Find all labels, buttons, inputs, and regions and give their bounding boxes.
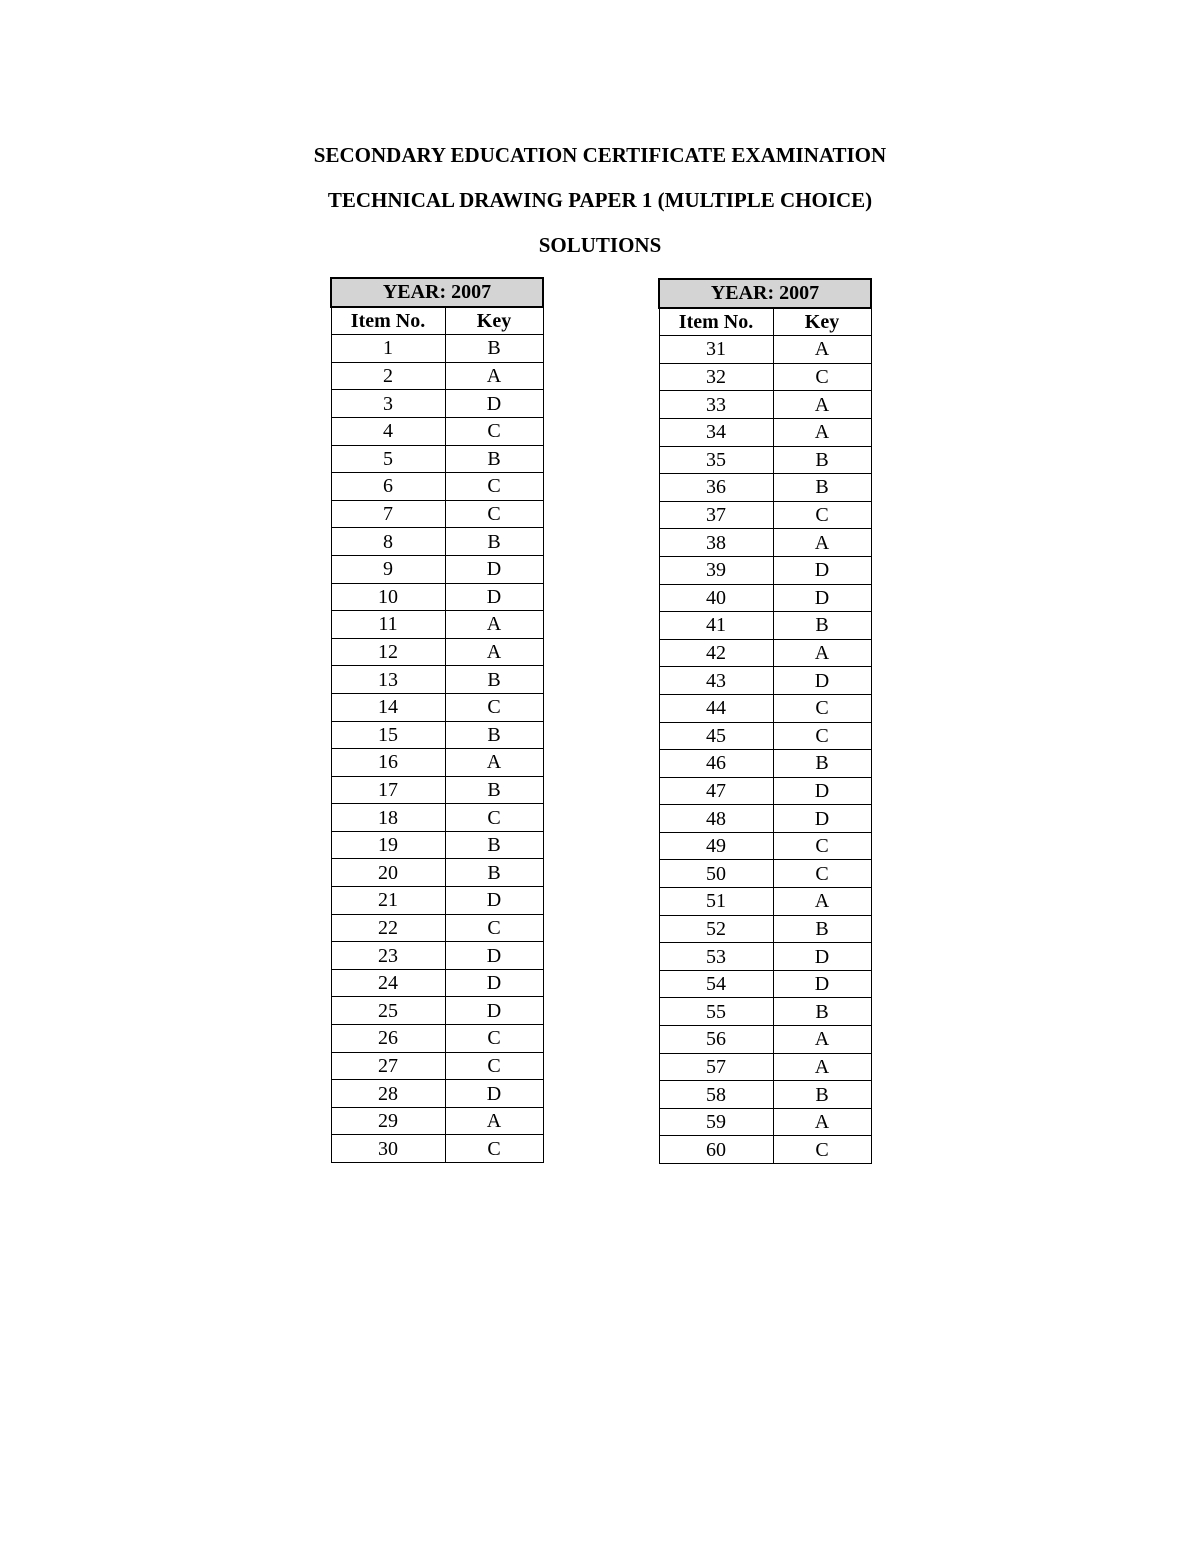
- answer-key-cell: D: [445, 887, 543, 915]
- item-no-header: Item No.: [659, 308, 773, 336]
- answer-key-cell: B: [445, 335, 543, 363]
- table-row: [659, 391, 871, 419]
- table-row: [659, 1108, 871, 1136]
- table-row: [659, 474, 871, 502]
- table-row: [331, 583, 543, 611]
- table-row: [331, 638, 543, 666]
- answer-key-cell: A: [773, 1026, 871, 1054]
- answer-key-cell: D: [773, 970, 871, 998]
- table-row: [331, 914, 543, 942]
- item-number-cell: 47: [659, 777, 773, 805]
- answer-key-cell: D: [773, 943, 871, 971]
- item-number-cell: 32: [659, 363, 773, 391]
- item-number-cell: 46: [659, 750, 773, 778]
- table-row: [331, 1025, 543, 1053]
- item-number-cell: 40: [659, 584, 773, 612]
- answer-key-cell: A: [445, 638, 543, 666]
- item-number-cell: 14: [331, 693, 445, 721]
- year-row: [659, 279, 871, 308]
- item-number-cell: 39: [659, 556, 773, 584]
- answer-key-cell: D: [445, 997, 543, 1025]
- table-row: [331, 721, 543, 749]
- item-number-cell: 17: [331, 776, 445, 804]
- item-number-cell: 20: [331, 859, 445, 887]
- table-row: [659, 446, 871, 474]
- item-number-cell: 56: [659, 1026, 773, 1054]
- table-row: [331, 942, 543, 970]
- table-row: [659, 1053, 871, 1081]
- paper-title: TECHNICAL DRAWING PAPER 1 (MULTIPLE CHOICE): [327, 188, 873, 212]
- table-row: [659, 888, 871, 916]
- answer-key-cell: D: [773, 667, 871, 695]
- answer-key-cell: D: [445, 969, 543, 997]
- answer-key-cell: C: [773, 694, 871, 722]
- item-number-cell: 45: [659, 722, 773, 750]
- item-number-cell: 27: [331, 1052, 445, 1080]
- answer-key-cell: C: [773, 722, 871, 750]
- answer-key-cell: A: [773, 1053, 871, 1081]
- answer-key-cell: D: [445, 1080, 543, 1108]
- item-number-cell: 48: [659, 805, 773, 833]
- item-number-cell: 34: [659, 418, 773, 446]
- table-row: [659, 777, 871, 805]
- item-number-cell: 49: [659, 832, 773, 860]
- answer-key-cell: B: [445, 528, 543, 556]
- answer-key-cell: C: [445, 500, 543, 528]
- column-header-row: [331, 307, 543, 335]
- answer-key-cell: A: [773, 639, 871, 667]
- answer-key-cell: C: [445, 1052, 543, 1080]
- table-row: [331, 611, 543, 639]
- answer-key-cell: C: [445, 1135, 543, 1163]
- answer-key-cell: B: [773, 1081, 871, 1109]
- table-row: [331, 749, 543, 777]
- answer-key-cell: D: [773, 584, 871, 612]
- answer-key-cell: C: [445, 417, 543, 445]
- table-row: [659, 612, 871, 640]
- table-row: [659, 998, 871, 1026]
- table-row: [331, 1052, 543, 1080]
- answer-key-cell: B: [773, 446, 871, 474]
- item-number-cell: 16: [331, 749, 445, 777]
- table-row: [659, 832, 871, 860]
- answer-key-cell: B: [773, 474, 871, 502]
- item-number-cell: 7: [331, 500, 445, 528]
- table-row: [331, 1080, 543, 1108]
- answer-key-table-right: [658, 278, 872, 1164]
- item-number-cell: 3: [331, 390, 445, 418]
- item-number-cell: 22: [331, 914, 445, 942]
- answer-key-cell: A: [445, 1107, 543, 1135]
- answer-key-cell: B: [773, 998, 871, 1026]
- item-number-cell: 31: [659, 336, 773, 364]
- answer-key-cell: A: [445, 749, 543, 777]
- answer-key-cell: B: [445, 831, 543, 859]
- column-header-row: [659, 308, 871, 336]
- answer-key-table-left: [330, 277, 544, 1163]
- table-row: [331, 804, 543, 832]
- table-row: [331, 362, 543, 390]
- answer-key-cell: C: [445, 1025, 543, 1053]
- answer-key-cell: C: [445, 804, 543, 832]
- answer-key-cell: B: [445, 859, 543, 887]
- table-row: [659, 363, 871, 391]
- item-number-cell: 5: [331, 445, 445, 473]
- answer-key-cell: D: [773, 777, 871, 805]
- answer-key-cell: C: [445, 693, 543, 721]
- table-row: [659, 750, 871, 778]
- item-number-cell: 19: [331, 831, 445, 859]
- item-number-cell: 12: [331, 638, 445, 666]
- item-number-cell: 28: [331, 1080, 445, 1108]
- item-number-cell: 50: [659, 860, 773, 888]
- table-row: [331, 500, 543, 528]
- answer-key-cell: B: [773, 612, 871, 640]
- table-row: [331, 831, 543, 859]
- key-header: Key: [773, 308, 871, 336]
- item-number-cell: 15: [331, 721, 445, 749]
- answer-key-cell: C: [445, 914, 543, 942]
- key-header: Key: [445, 307, 543, 335]
- item-number-cell: 26: [331, 1025, 445, 1053]
- table-row: [659, 418, 871, 446]
- answer-key-cell: B: [445, 666, 543, 694]
- item-number-cell: 4: [331, 417, 445, 445]
- table-row: [331, 969, 543, 997]
- table-row: [659, 970, 871, 998]
- table-row: [331, 417, 543, 445]
- answer-key-cell: B: [445, 776, 543, 804]
- answer-key-cell: A: [773, 418, 871, 446]
- item-number-cell: 6: [331, 473, 445, 501]
- table-row: [331, 666, 543, 694]
- item-number-cell: 52: [659, 915, 773, 943]
- item-number-cell: 41: [659, 612, 773, 640]
- table-row: [659, 584, 871, 612]
- year-row: [331, 278, 543, 307]
- item-number-cell: 30: [331, 1135, 445, 1163]
- item-number-cell: 58: [659, 1081, 773, 1109]
- table-row: [659, 501, 871, 529]
- answer-key-cell: D: [445, 555, 543, 583]
- item-number-cell: 1: [331, 335, 445, 363]
- answer-key-cell: C: [773, 832, 871, 860]
- table-row: [659, 639, 871, 667]
- item-no-header: Item No.: [331, 307, 445, 335]
- year-label: YEAR: 2007: [331, 278, 543, 307]
- answer-key-cell: B: [773, 750, 871, 778]
- item-number-cell: 18: [331, 804, 445, 832]
- item-number-cell: 10: [331, 583, 445, 611]
- item-number-cell: 36: [659, 474, 773, 502]
- item-number-cell: 53: [659, 943, 773, 971]
- answer-key-cell: B: [773, 915, 871, 943]
- answer-key-cell: A: [773, 529, 871, 557]
- answer-key-cell: A: [445, 362, 543, 390]
- answer-key-cell: A: [773, 391, 871, 419]
- answer-key-cell: A: [445, 611, 543, 639]
- answer-key-cell: B: [445, 445, 543, 473]
- table-row: [659, 694, 871, 722]
- item-number-cell: 59: [659, 1108, 773, 1136]
- answer-key-cell: D: [445, 942, 543, 970]
- item-number-cell: 13: [331, 666, 445, 694]
- table-row: [659, 860, 871, 888]
- item-number-cell: 9: [331, 555, 445, 583]
- table-row: [659, 556, 871, 584]
- table-row: [659, 1081, 871, 1109]
- item-number-cell: 21: [331, 887, 445, 915]
- table-row: [659, 529, 871, 557]
- solutions-title: SOLUTIONS: [538, 233, 662, 257]
- item-number-cell: 11: [331, 611, 445, 639]
- item-number-cell: 38: [659, 529, 773, 557]
- answer-key-cell: D: [773, 805, 871, 833]
- item-number-cell: 51: [659, 888, 773, 916]
- exam-title: SECONDARY EDUCATION CERTIFICATE EXAMINATION: [313, 143, 887, 167]
- item-number-cell: 44: [659, 694, 773, 722]
- table-row: [659, 722, 871, 750]
- item-number-cell: 43: [659, 667, 773, 695]
- table-row: [331, 445, 543, 473]
- table-row: [659, 1136, 871, 1164]
- answer-key-cell: C: [773, 363, 871, 391]
- answer-key-cell: A: [773, 1108, 871, 1136]
- table-row: [331, 555, 543, 583]
- table-row: [659, 336, 871, 364]
- table-row: [331, 859, 543, 887]
- item-number-cell: 57: [659, 1053, 773, 1081]
- item-number-cell: 60: [659, 1136, 773, 1164]
- item-number-cell: 42: [659, 639, 773, 667]
- answer-key-cell: D: [773, 556, 871, 584]
- item-number-cell: 24: [331, 969, 445, 997]
- table-row: [331, 1135, 543, 1163]
- table-row: [331, 335, 543, 363]
- item-number-cell: 55: [659, 998, 773, 1026]
- item-number-cell: 35: [659, 446, 773, 474]
- answer-key-cell: C: [445, 473, 543, 501]
- item-number-cell: 37: [659, 501, 773, 529]
- table-row: [331, 528, 543, 556]
- answer-key-cell: C: [773, 501, 871, 529]
- table-row: [331, 693, 543, 721]
- item-number-cell: 2: [331, 362, 445, 390]
- item-number-cell: 54: [659, 970, 773, 998]
- answer-key-cell: C: [773, 860, 871, 888]
- item-number-cell: 33: [659, 391, 773, 419]
- table-row: [331, 997, 543, 1025]
- item-number-cell: 23: [331, 942, 445, 970]
- table-row: [331, 887, 543, 915]
- answer-key-cell: D: [445, 390, 543, 418]
- answer-key-cell: C: [773, 1136, 871, 1164]
- item-number-cell: 8: [331, 528, 445, 556]
- year-label: YEAR: 2007: [659, 279, 871, 308]
- item-number-cell: 29: [331, 1107, 445, 1135]
- item-number-cell: 25: [331, 997, 445, 1025]
- table-row: [659, 915, 871, 943]
- table-row: [659, 943, 871, 971]
- answer-key-cell: B: [445, 721, 543, 749]
- table-row: [331, 473, 543, 501]
- answer-key-cell: D: [445, 583, 543, 611]
- table-row: [659, 667, 871, 695]
- answer-key-cell: A: [773, 336, 871, 364]
- table-row: [659, 805, 871, 833]
- table-row: [331, 1107, 543, 1135]
- table-row: [659, 1026, 871, 1054]
- table-row: [331, 390, 543, 418]
- answer-key-cell: A: [773, 888, 871, 916]
- table-row: [331, 776, 543, 804]
